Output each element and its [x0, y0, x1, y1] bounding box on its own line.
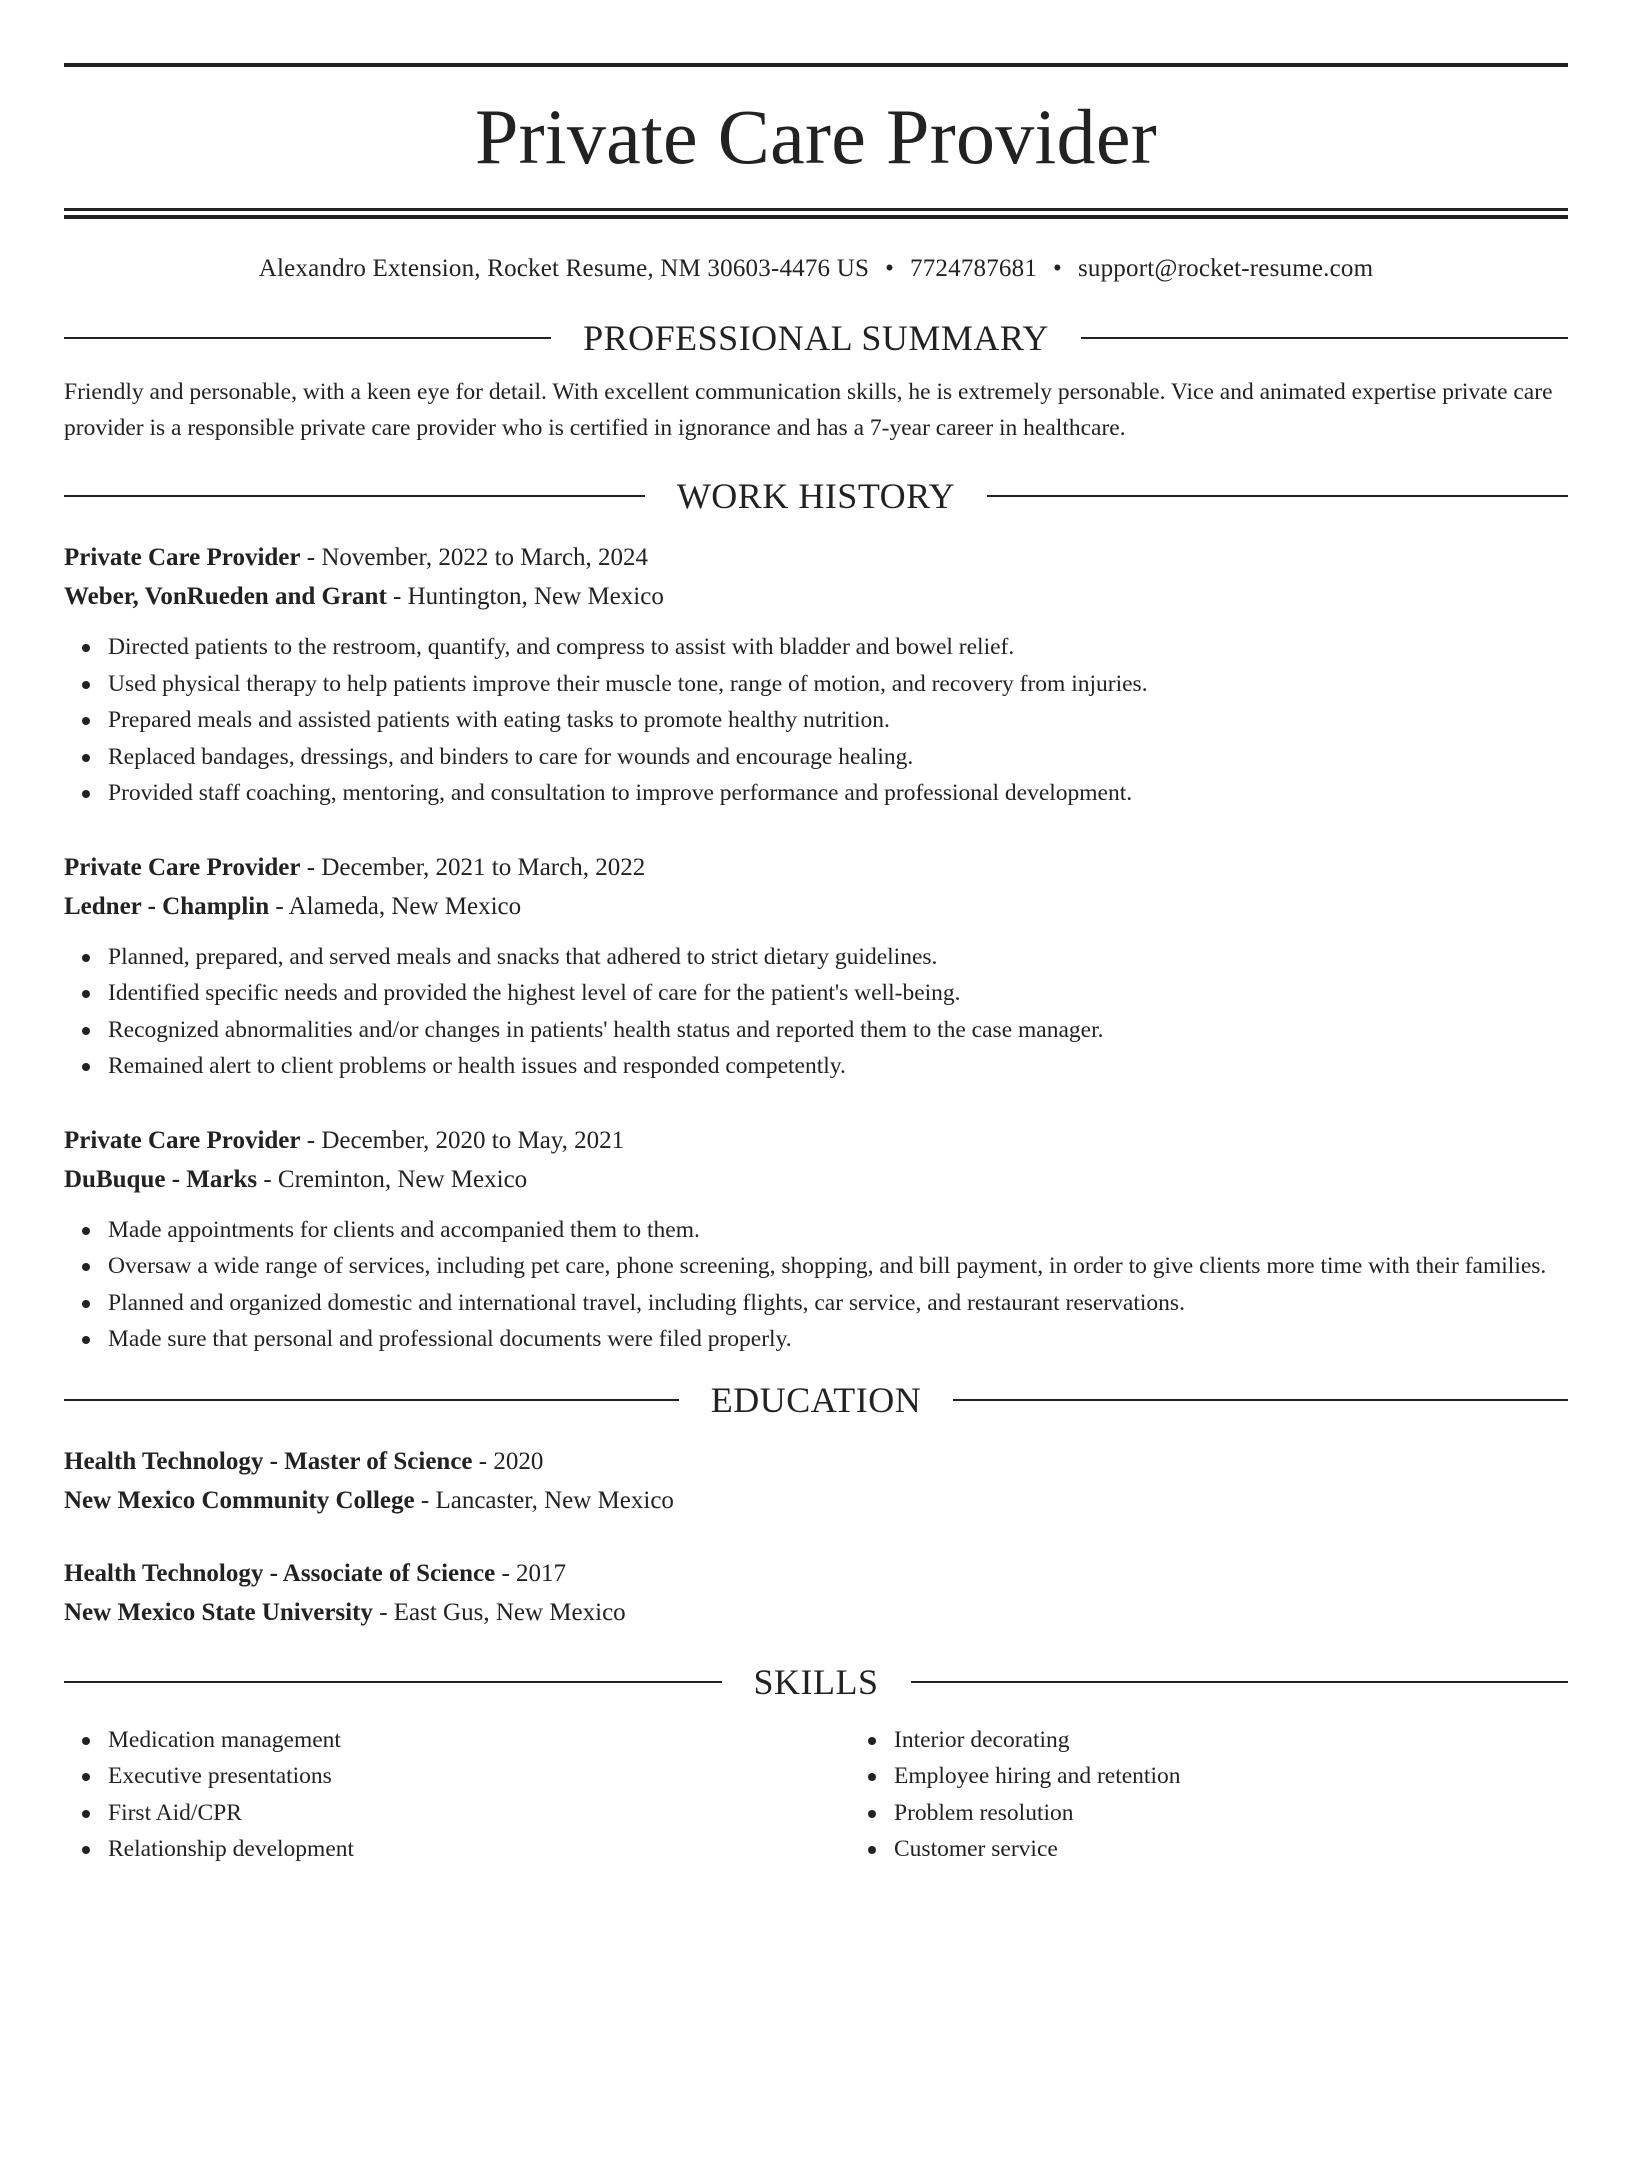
duty-text: Provided staff coaching, mentoring, and consultation to improve performance and professional development.	[108, 780, 1133, 806]
education-entry	[64, 1554, 1568, 1632]
section-heading-summary	[64, 318, 1568, 358]
duty-text: Remained alert to client problems or health issues and responded competently.	[108, 1053, 846, 1079]
job-dates: - December, 2020 to May, 2021	[300, 1126, 625, 1154]
job-dates: - November, 2022 to March, 2024	[300, 544, 649, 571]
job-entry	[64, 848, 1568, 1085]
bullet-dot-icon	[82, 681, 90, 689]
school-line	[64, 1481, 1568, 1520]
section-title: SKILLS	[753, 1661, 879, 1702]
job-company: Weber, VonRueden and Grant	[64, 583, 387, 610]
heading-rule	[987, 495, 1568, 497]
list-item	[894, 1831, 1181, 1868]
bullet-dot-icon	[82, 1737, 90, 1745]
bullet-dot-icon	[868, 1810, 876, 1818]
heading-rule	[911, 1681, 1569, 1683]
duty-text: Planned and organized domestic and international travel, including flights, car service, and restaurant reservations.	[108, 1289, 1185, 1316]
list-item	[894, 1795, 1181, 1832]
heading-rule	[953, 1399, 1568, 1401]
job-entry	[64, 538, 1568, 812]
list-item	[108, 1758, 850, 1795]
skill-text: Interior decorating	[894, 1726, 1070, 1753]
bullet-dot-icon	[868, 1737, 876, 1745]
job-title-line	[64, 538, 1568, 577]
list-item	[108, 775, 1568, 812]
professional-summary-text: Friendly and personable, with a keen eye for detail. With excellent communication skills, he is extremely personable. Vice and animated expertise private care provider is a responsible private care provider who is certified in ignorance and has a 7-year career in healthcare.	[64, 379, 1553, 441]
list-item	[894, 1722, 1181, 1759]
school-name: New Mexico State University	[64, 1598, 373, 1626]
degree-line	[64, 1554, 1568, 1593]
contact-separator: •	[1053, 255, 1062, 282]
bullet-dot-icon	[868, 1846, 876, 1854]
graduation-year: - 2017	[495, 1559, 567, 1587]
duty-text: Made appointments for clients and accompanied them to them.	[108, 1216, 700, 1243]
bullet-dot-icon	[82, 1773, 90, 1781]
list-item	[894, 1758, 1181, 1795]
title-double-rule	[64, 208, 1568, 219]
heading-rule	[1081, 337, 1568, 339]
section-title: WORK HISTORY	[676, 476, 956, 516]
skill-text: Executive presentations	[108, 1763, 332, 1789]
section-heading-work-history	[64, 476, 1568, 516]
job-duties-list	[64, 1212, 1568, 1358]
duty-text: Identified specific needs and provided the highest level of care for the patient's well-being.	[108, 980, 961, 1006]
list-item	[108, 1212, 1568, 1249]
list-item	[108, 975, 1568, 1012]
bullet-dot-icon	[82, 1263, 90, 1271]
bullet-dot-icon	[82, 1300, 90, 1308]
duty-text: Used physical therapy to help patients improve their muscle tone, range of motion, and recovery from injuries.	[108, 670, 1148, 697]
heading-rule	[64, 1681, 722, 1683]
bullet-dot-icon	[868, 1773, 876, 1781]
job-duties-list	[64, 939, 1568, 1085]
list-item	[108, 666, 1568, 703]
skill-text: Employee hiring and retention	[894, 1763, 1181, 1789]
resume-page	[0, 63, 1632, 2175]
contact-separator: •	[885, 255, 895, 282]
bullet-dot-icon	[82, 717, 90, 725]
contact-line	[64, 254, 1568, 284]
job-company: DuBuque - Marks	[64, 1165, 258, 1193]
job-title-line	[64, 848, 1568, 887]
bullet-dot-icon	[82, 790, 90, 798]
list-item	[108, 1012, 1568, 1049]
contact-email: support@rocket-resume.com	[1077, 255, 1374, 282]
list-item	[108, 1831, 850, 1868]
job-dates: - December, 2021 to March, 2022	[300, 853, 646, 881]
contact-address: Alexandro Extension, Rocket Resume, NM 30603-4476 US	[258, 255, 870, 282]
duty-text: Oversaw a wide range of services, including pet care, phone screening, shopping, and bill payment, in order to give clients more time with their families.	[108, 1253, 1547, 1279]
duty-text: Recognized abnormalities and/or changes in patients' health status and reported them to the case manager.	[108, 1016, 1104, 1043]
duty-text: Made sure that personal and professional documents were filed properly.	[108, 1326, 792, 1352]
bullet-dot-icon	[82, 1810, 90, 1818]
list-item	[108, 1248, 1568, 1285]
school-line	[64, 1593, 1568, 1632]
heading-rule	[64, 1399, 679, 1401]
job-company-line	[64, 577, 1568, 616]
job-entry	[64, 1121, 1568, 1358]
degree: Health Technology - Associate of Science	[64, 1559, 496, 1587]
duty-text: Planned, prepared, and served meals and snacks that adhered to strict dietary guidelines.	[108, 943, 938, 970]
skill-text: Customer service	[894, 1836, 1058, 1862]
skills-columns	[64, 1722, 1568, 1868]
skill-text: Medication management	[108, 1726, 341, 1753]
resume-title: Private Care Provider	[474, 93, 1158, 180]
list-item	[108, 1321, 1568, 1358]
degree-line	[64, 1442, 1568, 1481]
job-company: Ledner - Champlin	[64, 892, 270, 920]
list-item	[108, 1048, 1568, 1085]
job-title-line	[64, 1121, 1568, 1160]
job-title: Private Care Provider	[64, 1126, 301, 1154]
list-item	[108, 702, 1568, 739]
bullet-dot-icon	[82, 954, 90, 962]
section-title: EDUCATION	[710, 1379, 922, 1420]
job-company-line	[64, 1160, 1568, 1199]
skill-text: Problem resolution	[894, 1799, 1074, 1826]
job-location: - Creminton, New Mexico	[257, 1165, 528, 1193]
list-item	[108, 1722, 850, 1759]
school-location: - East Gus, New Mexico	[372, 1598, 626, 1626]
duty-text: Replaced bandages, dressings, and binders to care for wounds and encourage healing.	[108, 743, 914, 770]
list-item	[108, 1795, 850, 1832]
section-title: PROFESSIONAL SUMMARY	[583, 318, 1049, 358]
skill-text: Relationship development	[108, 1836, 355, 1862]
degree: Health Technology - Master of Science	[64, 1447, 473, 1475]
bullet-dot-icon	[82, 990, 90, 998]
heading-rule	[64, 337, 551, 339]
list-item	[108, 739, 1568, 776]
heading-rule	[64, 495, 645, 497]
section-heading-education	[64, 1380, 1568, 1420]
bullet-dot-icon	[82, 1027, 90, 1035]
bullet-dot-icon	[82, 644, 90, 652]
duty-text: Prepared meals and assisted patients with eating tasks to promote healthy nutrition.	[108, 707, 890, 733]
job-title: Private Care Provider	[64, 853, 301, 881]
skills-list-right	[850, 1722, 1181, 1868]
bullet-dot-icon	[82, 1227, 90, 1235]
bullet-dot-icon	[82, 1846, 90, 1854]
school-location: - Lancaster, New Mexico	[414, 1486, 674, 1514]
duty-text: Directed patients to the restroom, quantify, and compress to assist with bladder and bowel relief.	[108, 634, 1015, 660]
graduation-year: - 2020	[472, 1447, 544, 1475]
section-heading-skills	[64, 1662, 1568, 1702]
list-item	[108, 629, 1568, 666]
job-company-line	[64, 887, 1568, 926]
bullet-dot-icon	[82, 754, 90, 762]
job-location: - Alameda, New Mexico	[269, 892, 522, 920]
contact-phone: 7724787681	[910, 255, 1038, 282]
skill-text: First Aid/CPR	[108, 1799, 242, 1826]
skills-list-left	[64, 1722, 850, 1868]
job-title: Private Care Provider	[64, 544, 301, 571]
list-item	[108, 939, 1568, 976]
school-name: New Mexico Community College	[64, 1486, 415, 1514]
bullet-dot-icon	[82, 1063, 90, 1071]
job-location: - Huntington, New Mexico	[386, 583, 664, 610]
education-entry	[64, 1442, 1568, 1520]
job-duties-list	[64, 629, 1568, 812]
list-item	[108, 1285, 1568, 1322]
bullet-dot-icon	[82, 1336, 90, 1344]
